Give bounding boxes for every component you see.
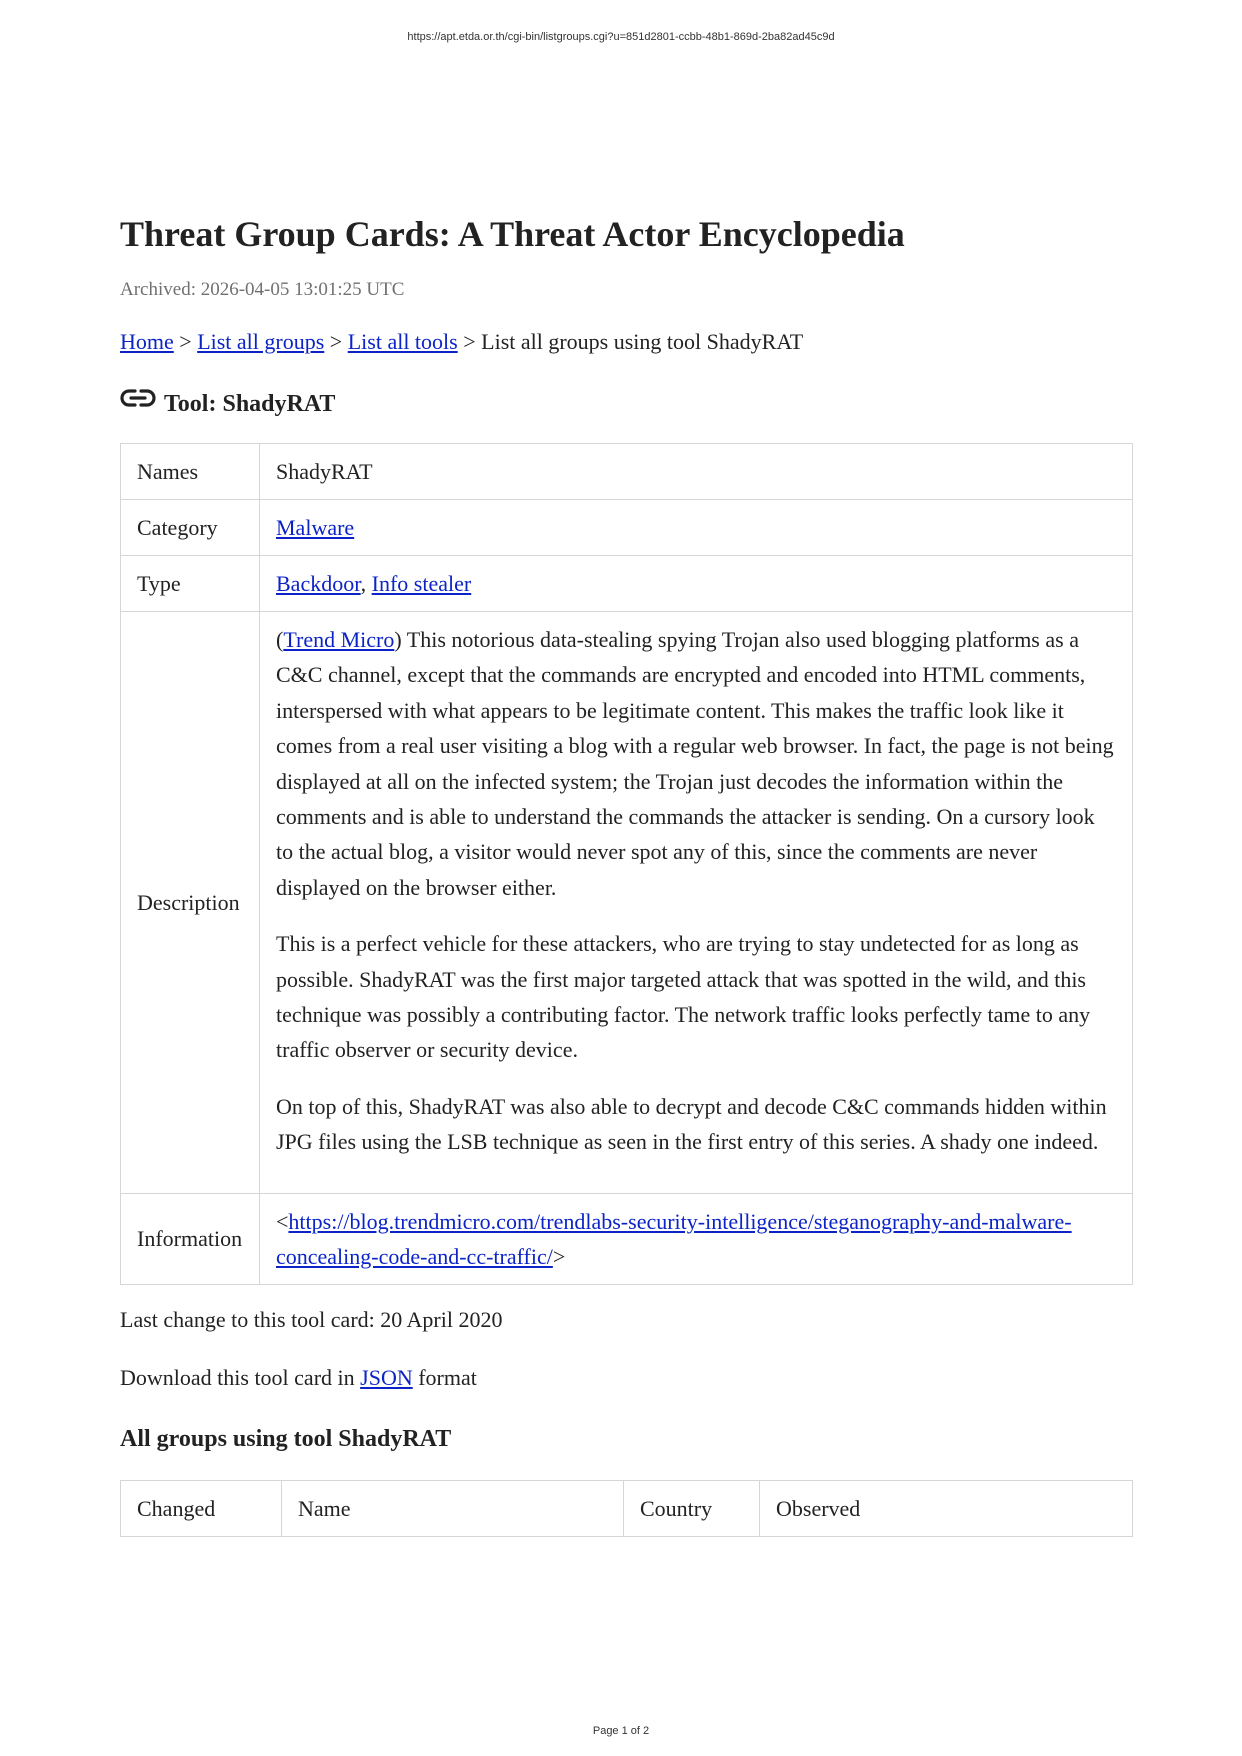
table-row (121, 444, 1133, 500)
groups-table (120, 1480, 1133, 1537)
download-suffix: format (418, 1364, 477, 1390)
description-label: Description (121, 612, 260, 1194)
table-row (121, 500, 1133, 556)
description-value (260, 612, 1133, 1194)
archived-timestamp: Archived: 2026-04-05 13:01:25 UTC (120, 279, 405, 300)
names-value: ShadyRAT (260, 444, 1133, 500)
information-label: Information (121, 1193, 260, 1284)
column-header-changed: Changed (121, 1480, 282, 1536)
type-label: Type (121, 556, 260, 612)
description-paragraph-3: On top of this, ShadyRAT was also able to decrypt and decode C&C commands hidden within JPG files using the LSB technique as seen in the first entry of this series. A shady one indeed. (276, 1093, 1107, 1155)
type-backdoor-link[interactable]: Backdoor (276, 571, 361, 596)
page-title: Threat Group Cards: A Threat Actor Encyclopedia (120, 214, 905, 254)
link-icon (120, 387, 156, 409)
source-open-paren: ( (276, 627, 284, 652)
description-paragraph-2: This is a perfect vehicle for these attackers, who are trying to stay undetected for as long as possible. ShadyRAT was the first major targeted attack that was spotted in the wild, and this technique was possibly a contributing factor. The network traffic looks perfectly tame to any traffic observer or security device. (276, 931, 1091, 1063)
names-label: Names (121, 444, 260, 500)
category-value (260, 500, 1133, 556)
breadcrumb-home-link[interactable]: Home (120, 329, 174, 354)
information-open-bracket: < (276, 1208, 289, 1234)
category-label: Category (121, 500, 260, 556)
breadcrumb-groups-link[interactable]: List all groups (197, 329, 325, 354)
json-download-link[interactable]: JSON (360, 1364, 413, 1390)
breadcrumb-current: List all groups using tool ShadyRAT (481, 329, 804, 354)
column-header-observed: Observed (760, 1480, 1133, 1536)
breadcrumb-tools-link[interactable]: List all tools (347, 329, 458, 354)
page-content (120, 210, 1133, 1537)
description-paragraph-1 (276, 622, 1116, 905)
last-change-text: Last change to this tool card: 20 April 2020 (120, 1306, 503, 1332)
breadcrumb (120, 327, 1133, 357)
description-paragraph-1-text: This notorious data-stealing spying Trojan also used blogging platforms as a C&C channel, except that the commands are encrypted and encoded into HTML comments, interspersed with what appears to be legitimate content. This makes the traffic look like it comes from a real user visiting a blog with a regular web browser. In fact, the page is not being displayed at all on the infected system; the Trojan just decodes the information within the comments and is able to understand the commands the attacker is sending. On a cursory look to the actual blog, a visitor would never spot any of this, since the comments are never displayed on the browser either. (276, 627, 1114, 900)
tool-heading (120, 387, 1133, 419)
download-prefix: Download this tool card in (120, 1364, 355, 1390)
table-header-row (121, 1480, 1133, 1536)
trendmicro-blog-link[interactable]: https://blog.trendmicro.com/trendlabs-security-intelligence/steganography-and-malware-concealing-code-and-cc-traffic/ (276, 1208, 1072, 1269)
source-close-paren: ) (394, 627, 402, 652)
groups-heading: All groups using tool ShadyRAT (120, 1425, 452, 1452)
trend-micro-link[interactable]: Trend Micro (283, 627, 395, 652)
breadcrumb-separator: > (329, 329, 343, 354)
breadcrumb-separator: > (179, 329, 192, 354)
print-header-url: https://apt.etda.or.th/cgi-bin/listgroups.cgi?u=851d2801-ccbb-48b1-869d-2ba82ad45c9d (407, 31, 835, 43)
category-malware-link[interactable]: Malware (276, 515, 355, 540)
tool-heading-text: Tool: ShadyRAT (164, 391, 336, 417)
column-header-name: Name (282, 1480, 624, 1536)
tool-info-table (120, 443, 1133, 1285)
table-row (121, 1193, 1133, 1284)
breadcrumb-separator: > (463, 329, 476, 354)
type-separator: , (360, 571, 367, 596)
type-info-stealer-link[interactable]: Info stealer (371, 571, 472, 596)
information-value (260, 1193, 1133, 1284)
information-close-bracket: > (552, 1243, 566, 1269)
table-row (121, 556, 1133, 612)
download-line (120, 1361, 1133, 1395)
type-value (260, 556, 1133, 612)
table-row (121, 612, 1133, 1194)
page-number: Page 1 of 2 (592, 1725, 650, 1737)
column-header-country: Country (624, 1480, 760, 1536)
